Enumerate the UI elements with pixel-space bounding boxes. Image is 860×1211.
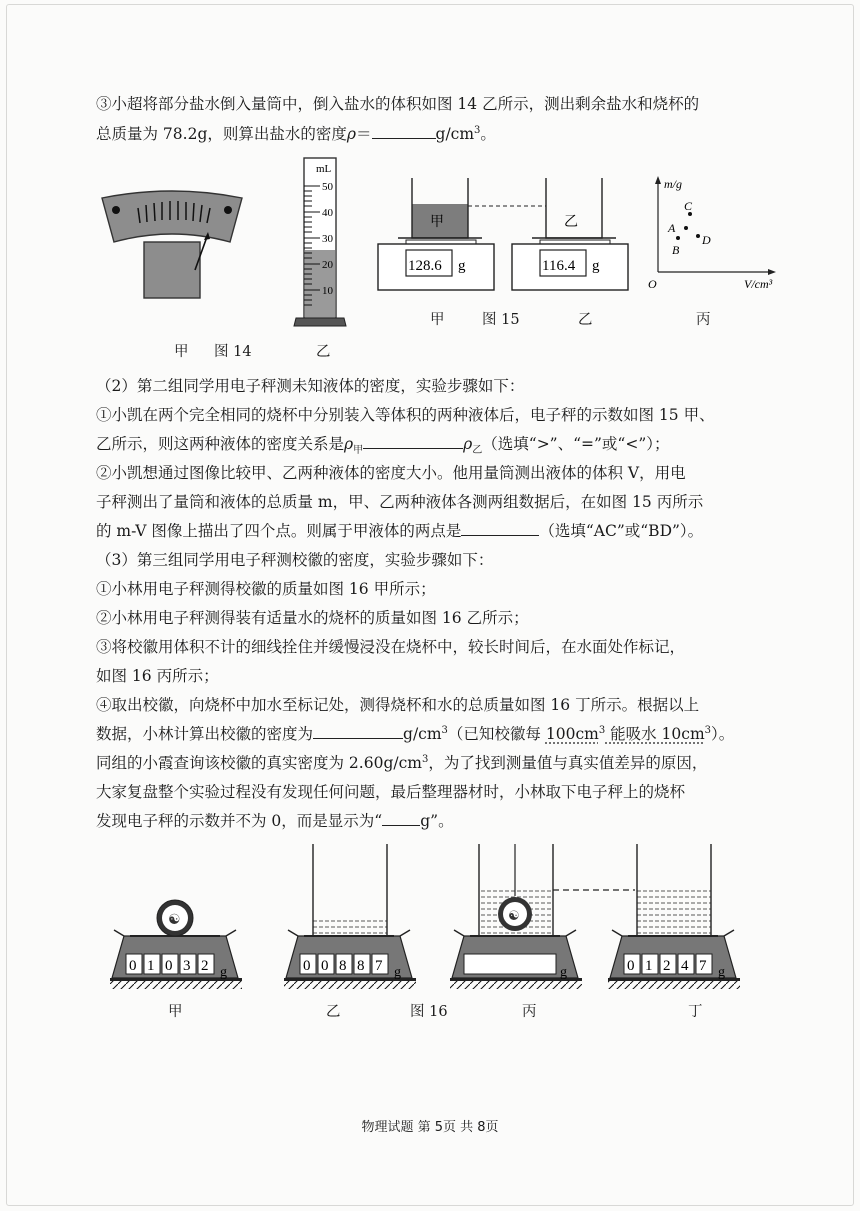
line-s2-2c: 的 m-V 图像上描出了四个点。则属于甲液体的两点是 （选填“AC”或“BD”）。 [96, 522, 704, 540]
beaker-label-jia: 甲 [430, 215, 444, 230]
cylinder-tick-20: 20 [322, 259, 333, 271]
point-A: A [668, 221, 676, 235]
fig15-label-bing: 丙 [696, 312, 711, 328]
page-footer: 物理试题 第 5页 共 8页 [361, 1120, 499, 1135]
cylinder-unit: mL [316, 163, 332, 175]
fig14-caption: 图 14 [214, 344, 252, 360]
fig15-label-yi: 乙 [578, 312, 593, 328]
digit-yi-2: 8 [339, 958, 347, 974]
scale-reading-yi: 116.4 [542, 258, 576, 274]
digit-ding-0: 0 [627, 958, 635, 974]
fig16-label-yi: 乙 [326, 1004, 341, 1020]
point-D: D [702, 233, 711, 247]
answer-blank-compare[interactable] [363, 434, 463, 449]
digit-yi-4: 7 [375, 958, 383, 974]
fig16-caption: 图 16 [410, 1004, 448, 1020]
line-s3-4d: 大家复盘整个实验过程没有发现任何问题，最后整理器材时，小林取下电子秤上的烧杯 [96, 783, 686, 801]
answer-blank-points[interactable] [461, 521, 539, 536]
fig16-scales [110, 840, 750, 990]
svg-text:☯: ☯ [168, 913, 181, 928]
line-s2-1a: ①小凯在两个完全相同的烧杯中分别装入等体积的两种液体后，电子秤的示数如图 15 甲、 [96, 406, 715, 424]
scale-ding [608, 844, 740, 989]
scale-reading-jia: 128.6 [408, 258, 442, 274]
digit-yi-1: 0 [321, 958, 329, 974]
digit-jia-4: 2 [201, 958, 209, 974]
fig15-label-jia: 甲 [430, 312, 445, 328]
fig15-scales [378, 178, 640, 292]
fig16-label-ding: 丁 [688, 1004, 703, 1020]
cylinder-tick-30: 30 [322, 233, 333, 245]
cylinder-tick-40: 40 [322, 207, 333, 219]
scale-bing [450, 844, 635, 989]
answer-blank-residual[interactable] [382, 811, 420, 826]
fig15-mv-graph [648, 174, 780, 290]
answer-blank-badge-density[interactable] [313, 724, 403, 739]
point-B: B [672, 243, 680, 257]
unit-jia: g [220, 965, 227, 980]
cylinder-tick-50: 50 [322, 181, 333, 193]
line-s3: （3）第三组同学用电子秤测校徽的密度，实验步骤如下： [96, 551, 494, 569]
point-C: C [684, 199, 693, 213]
line-p1b: 总质量为 78.2g，则算出盐水的密度$\rho= g/cm^3$。 [96, 124, 496, 143]
digit-yi-3: 8 [357, 958, 365, 974]
line-s3-3a: ③将校徽用体积不计的细线拴住并缓慢浸没在烧杯中，较长时间后，在水面处作标记， [96, 638, 686, 656]
graph-x-label: V/cm³ [744, 277, 773, 291]
unit-ding: g [718, 965, 725, 980]
scale-unit-jia: g [458, 258, 466, 274]
line-s2-2b: 子秤测出了量筒和液体的总质量 m，甲、乙两种液体各测两组数据后，在如图 15 丙所示 [96, 493, 704, 511]
line-s3-4c: 同组的小霞查询该校徽的真实密度为 $2.60g/cm^3$，为了找到测量值与真实值差异的原因， [96, 753, 708, 772]
digit-jia-1: 1 [147, 958, 155, 974]
unit-yi: g [394, 965, 401, 980]
line-s3-3b: 如图 16 丙所示； [96, 667, 219, 685]
fig14-balance-dial [100, 190, 245, 300]
digit-jia-3: 3 [183, 958, 191, 974]
beaker-label-yi: 乙 [564, 215, 578, 230]
line-s3-1: ①小林用电子秤测得校徽的质量如图 16 甲所示； [96, 580, 436, 598]
scale-unit-yi: g [592, 258, 600, 274]
scale-jia [110, 900, 242, 989]
fig14-measuring-cylinder [296, 158, 356, 330]
fig14-label-left: 甲 [174, 344, 189, 360]
cylinder-tick-10: 10 [322, 285, 333, 297]
answer-blank-density[interactable] [372, 124, 436, 139]
scale-yi [284, 844, 416, 989]
line-s2-2a: ②小凯想通过图像比较甲、乙两种液体的密度大小。他用量筒测出液体的体积 V，用电 [96, 464, 686, 482]
graph-origin: O [648, 277, 657, 291]
unit-bing: g [560, 965, 567, 980]
graph-y-label: m/g [664, 177, 682, 191]
digit-ding-2: 2 [663, 958, 671, 974]
digit-ding-3: 4 [681, 958, 689, 974]
line-s3-2: ②小林用电子秤测得装有适量水的烧杯的质量如图 16 乙所示； [96, 609, 529, 627]
digit-jia-2: 0 [165, 958, 173, 974]
line-s2-1b: 乙所示，则这两种液体的密度关系是$\rho_甲$ $\rho_乙$（选填“>”、“=”或“<”）； [96, 435, 670, 457]
fig14-label-right: 乙 [316, 344, 331, 360]
digit-ding-1: 1 [645, 958, 653, 974]
digit-jia-0: 0 [129, 958, 137, 974]
fig16-label-bing: 丙 [522, 1004, 537, 1020]
line-s3-4e: 发现电子秤的示数并不为 0，而是显示为“ g”。 [96, 812, 454, 830]
svg-text:☯: ☯ [508, 908, 520, 923]
digit-ding-4: 7 [699, 958, 707, 974]
digit-yi-0: 0 [303, 958, 311, 974]
line-p1a: ③小超将部分盐水倒入量筒中，倒入盐水的体积如图 14 乙所示，测出剩余盐水和烧杯的 [96, 95, 700, 113]
fig15-caption: 图 15 [482, 312, 520, 328]
line-s2: （2）第二组同学用电子秤测未知液体的密度，实验步骤如下： [96, 377, 525, 395]
fig16-label-jia: 甲 [168, 1004, 183, 1020]
line-s3-4b: 数据，小林计算出校徽的密度为 $g/cm^3$（已知校徽每 $100cm^3$ 能吸水 $10cm^3$）。 [96, 724, 735, 743]
line-s3-4a: ④取出校徽，向烧杯中加水至标记处，测得烧杯和水的总质量如图 16 丁所示。根据以上 [96, 696, 700, 714]
